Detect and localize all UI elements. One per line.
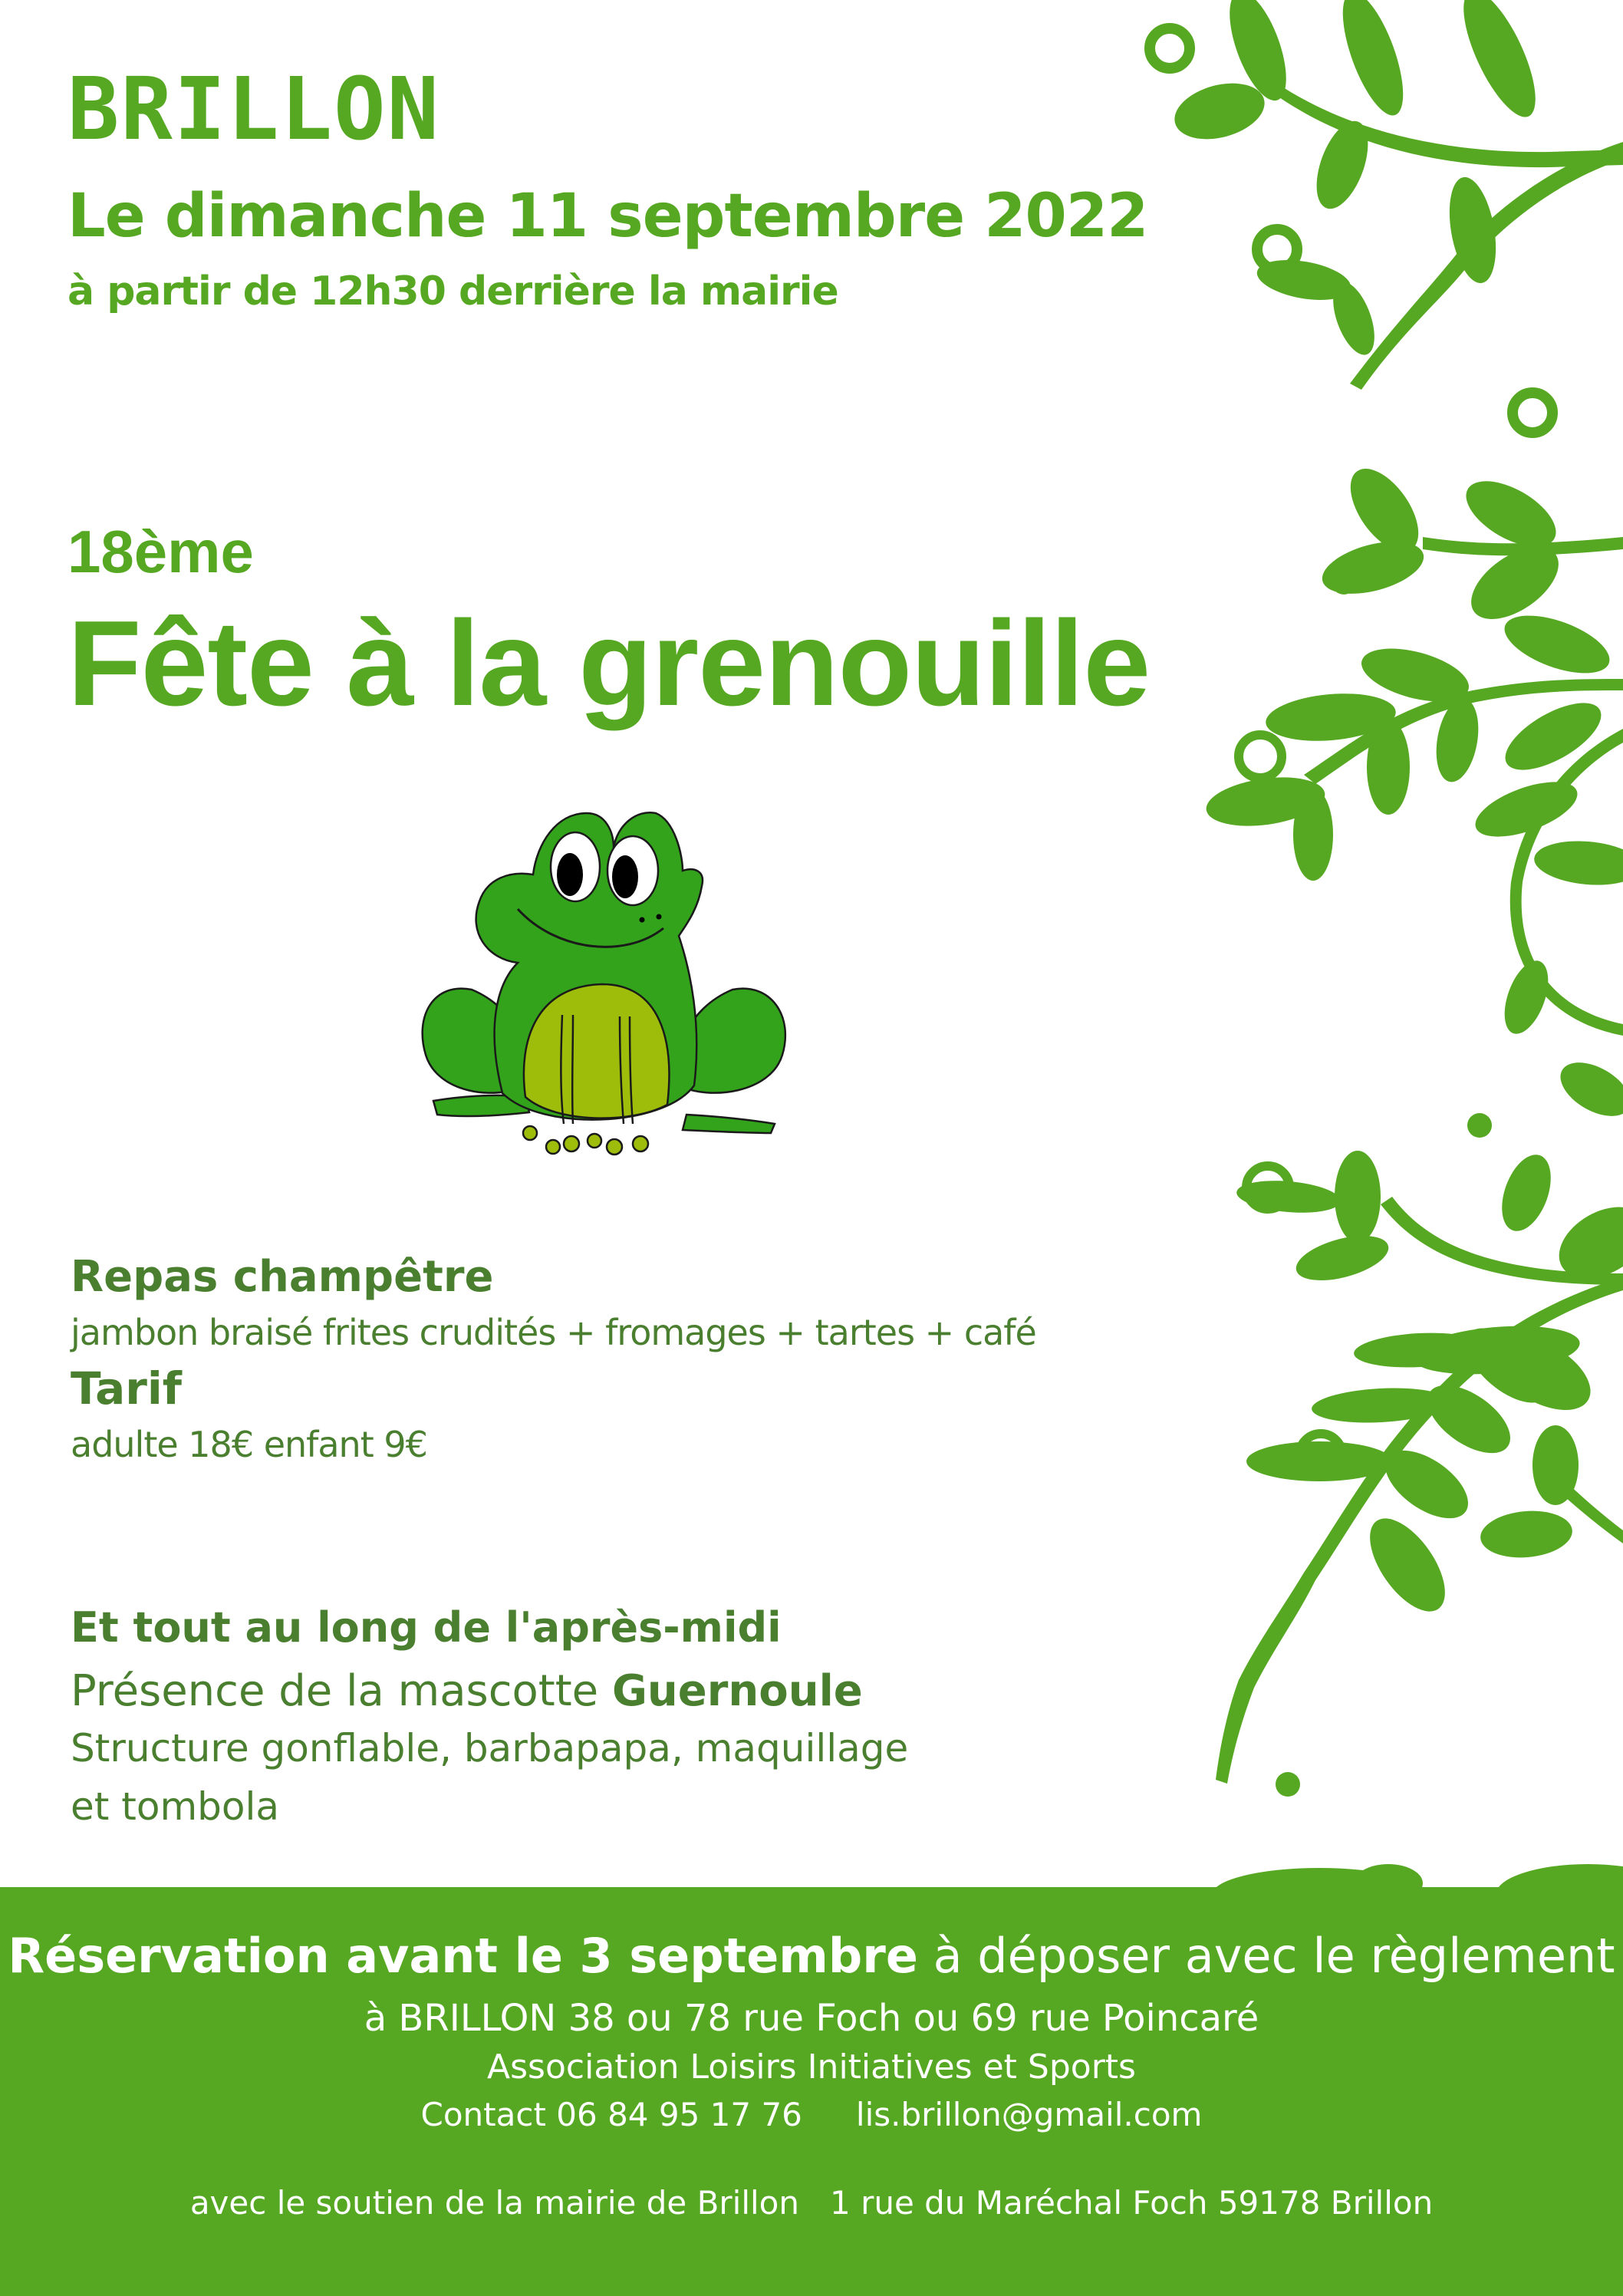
frog-illustration-icon <box>403 786 805 1170</box>
mascot-prefix: Présence de la mascotte <box>71 1666 612 1716</box>
meal-menu: jambon braisé frites crudités + fromages + tartes + café <box>71 1312 1036 1353</box>
contact-phone: Contact 06 84 95 17 76 <box>420 2096 802 2133</box>
contact-line <box>0 2093 1623 2137</box>
event-time-place: à partir de 12h30 derrière la mairie <box>67 268 838 315</box>
reservation-address: à BRILLON 38 ou 78 rue Foch ou 69 rue Poincaré <box>364 1997 1259 2040</box>
footer-banner <box>0 1887 1623 2296</box>
price-details: adulte 18€ enfant 9€ <box>71 1424 427 1465</box>
town-name: BRILLON <box>67 60 441 160</box>
price-heading: Tarif <box>71 1362 182 1415</box>
activities-line-2: et tombola <box>71 1784 280 1829</box>
mascot-name: Guernoule <box>611 1666 863 1716</box>
vine-decoration-icon <box>1104 0 1623 1895</box>
support-line <box>0 2181 1623 2225</box>
event-date: Le dimanche 11 septembre 2022 <box>67 182 1148 251</box>
meal-heading: Repas champêtre <box>71 1252 494 1302</box>
reservation-instructions: à déposer avec le règlement <box>917 1928 1615 1984</box>
reservation-line <box>0 1925 1623 1987</box>
activities-line-1: Structure gonflable, barbapapa, maquillage <box>71 1726 909 1771</box>
contact-email[interactable]: lis.brillon@gmail.com <box>855 2096 1203 2133</box>
association-name: Association Loisirs Initiatives et Sports <box>487 2047 1136 2087</box>
event-title: Fête à la grenouille <box>67 596 1151 731</box>
support-address: 1 rue du Maréchal Foch 59178 Brillon <box>830 2184 1434 2222</box>
mascot-line <box>71 1661 863 1722</box>
event-edition: 18ème <box>67 518 254 585</box>
afternoon-heading: Et tout au long de l'après-midi <box>71 1603 782 1652</box>
support-text: avec le soutien de la mairie de Brillon <box>189 2184 799 2222</box>
reservation-deadline: Réservation avant le 3 septembre <box>8 1928 918 1984</box>
